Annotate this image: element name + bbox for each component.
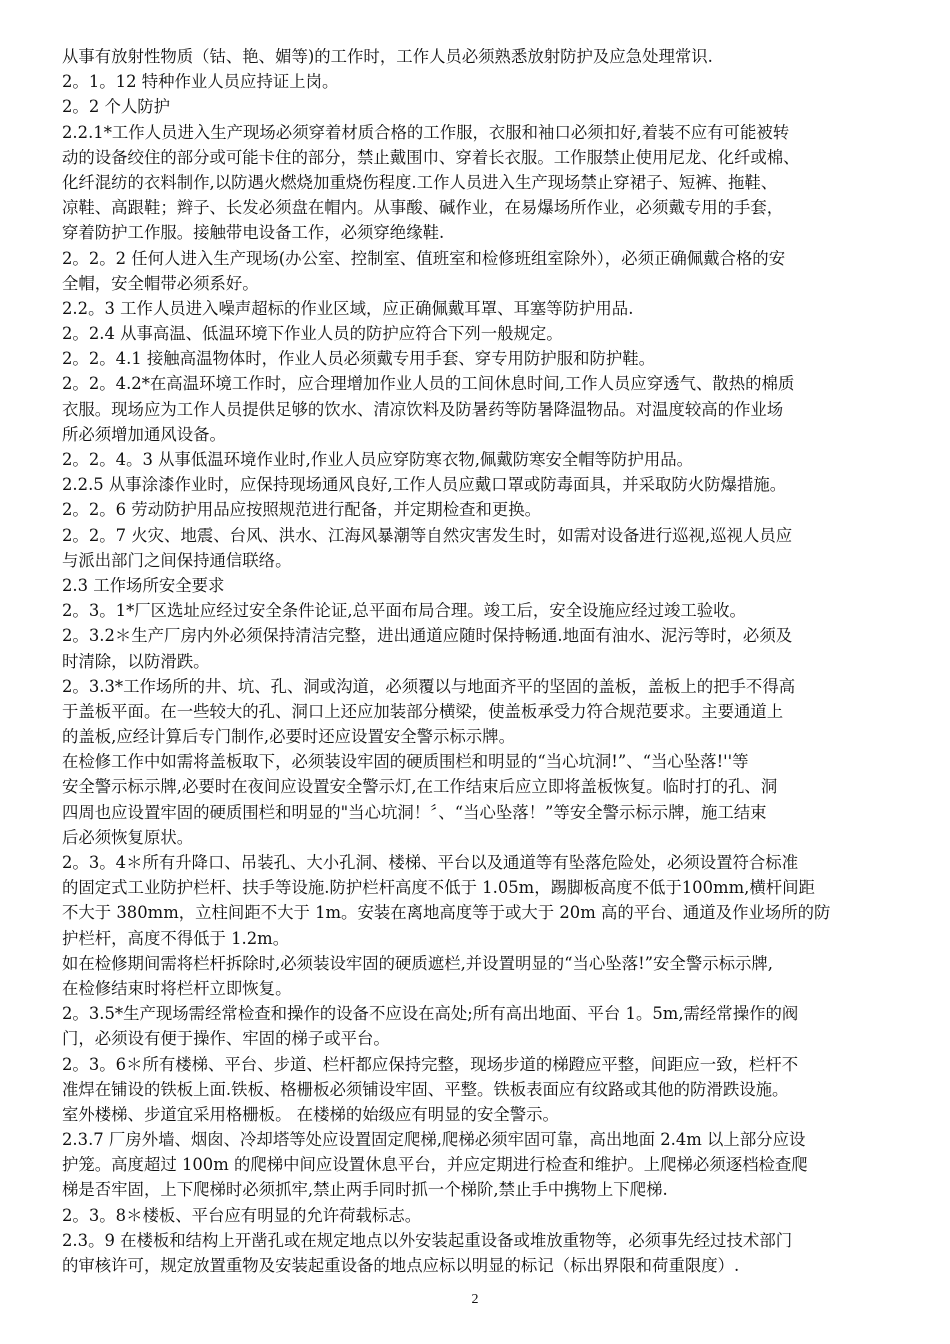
text-line: 2。2。4。3 从事低温环境作业时,作业人员应穿防寒衣物,佩戴防寒安全帽等防护用品。 — [62, 450, 694, 469]
text-line: 凉鞋、高跟鞋；辫子、长发必须盘在帽内。从事酸、碱作业，在易爆场所作业，必须戴专用的手套， — [62, 198, 784, 218]
text-line: 2。3。4＊所有升降口、吊装孔、大小孔洞、楼梯、平台以及通道等有坠落危险处，必须设置符合标准 — [62, 853, 799, 872]
text-line: 与派出部门之间保持通信联络。 — [62, 550, 292, 570]
text-line: 化纤混纺的衣料制作,以防遇火燃烧加重烧伤程度.工作人员进入生产现场禁止穿裙子、短裤、拖鞋、 — [62, 172, 778, 192]
text-line: 护笼。高度超过 100m 的爬梯中间应设置休息平台，并应定期进行检查和维护。上爬梯必须逐档检查爬 — [62, 1155, 808, 1175]
text-line: 2。2。2 任何人进入生产现场(办公室、控制室、值班室和检修班组室除外），必须正确佩戴合格的安 — [62, 248, 786, 268]
text-line: 的盖板,应经计算后专门制作,必要时还应设置安全警示标示牌。 — [62, 727, 515, 747]
document-body — [62, 44, 920, 1278]
text-line: 安全警示标示牌,必要时在夜间应设置安全警示灯,在工作结束后应立即将盖板恢复。临时打的孔、洞 — [62, 777, 778, 797]
text-line: 2。3。6＊所有楼梯、平台、步道、栏杆都应保持完整，现场步道的梯蹬应平整，间距应一致，栏杆不 — [62, 1054, 799, 1074]
text-line: 后必须恢复原状。 — [62, 827, 194, 847]
text-line: 2。3.5*生产现场需经常检查和操作的设备不应设在高处;所有高出地面、平台 1。5m,需经常操作的阀 — [62, 1004, 799, 1024]
text-line: 2.3 工作场所安全要求 — [62, 575, 225, 595]
text-line: 于盖板平面。在一些较大的孔、洞口上还应加装部分横梁，使盖板承受力符合规范要求。主要通道上 — [62, 701, 784, 721]
text-line: 室外楼梯、步道宜采用格栅板。 在楼梯的始级应有明显的安全警示。 — [62, 1104, 559, 1124]
text-line: 2。2.4 从事高温、低温环境下作业人员的防护应符合下列一般规定。 — [62, 324, 563, 344]
text-line: 不大于 380mm，立柱间距不大于 1m。安装在离地高度等于或大于 20m 高的平台、通道及作业场所的防 — [62, 903, 831, 923]
text-line: 2。2 个人防护 — [62, 97, 171, 117]
text-line: 2.2.5 从事涂漆作业时，应保持现场通风良好,工作人员应戴口罩或防毒面具，并采取防火防爆措施。 — [62, 475, 787, 495]
text-line: 2。1。12 特种作业人员应持证上岗。 — [62, 72, 339, 92]
text-line: 2。3。8＊楼板、平台应有明显的允许荷载标志。 — [62, 1205, 422, 1225]
text-line: 如在检修期间需将栏杆拆除时,必须装设牢固的硬质遮栏,并设置明显的“当心坠落!”安全警示标示牌, — [62, 953, 773, 973]
text-line: 从事有放射性物质（钴、艳、媚等)的工作时，工作人员必须熟悉放射防护及应急处理常识. — [62, 47, 713, 66]
text-line: 2。2。6 劳动防护用品应按照规范进行配备，并定期检查和更换。 — [62, 500, 542, 520]
text-line: 四周也应设置牢固的硬质围栏和明显的"当心坑洞！〞、“当心坠落！”等安全警示标示牌，施工结束 — [62, 802, 767, 822]
text-line: 在检修工作中如需将盖板取下，必须装设牢固的硬质围栏和明显的“当心坑洞!”、“当心坠落!''等 — [62, 752, 749, 772]
text-line: 2。3.3*工作场所的井、坑、孔、洞或沟道，必须覆以与地面齐平的坚固的盖板，盖板上的把手不得高 — [62, 676, 796, 696]
text-line: 时清除，以防滑跌。 — [62, 651, 210, 671]
page-number: 2 — [471, 1292, 479, 1307]
text-line: 动的设备绞住的部分或可能卡住的部分，禁止戴围巾、穿着长衣服。工作服禁止使用尼龙、化纤或棉、 — [62, 147, 800, 167]
text-line: 2。2。7 火灾、地震、台风、洪水、江海风暴潮等自然灾害发生时，如需对设备进行巡视,巡视人员应 — [62, 525, 793, 545]
text-line: 2.2。3 工作人员进入噪声超标的作业区域，应正确佩戴耳罩、耳塞等防护用品. — [62, 298, 634, 318]
text-line: 2。2。4.2*在高温环境工作时，应合理增加作业人员的工间休息时间,工作人员应穿透气、散热的棉质 — [62, 374, 795, 394]
text-line: 穿着防护工作服。接触带电设备工作，必须穿绝缘鞋. — [62, 223, 445, 243]
text-line: 在检修结束时将栏杆立即恢复。 — [62, 978, 292, 998]
text-line: 门，必须设有便于操作、牢固的梯子或平台。 — [62, 1029, 390, 1049]
text-line: 2。3。1*厂区选址应经过安全条件论证,总平面布局合理。竣工后，安全设施应经过竣工验收。 — [62, 601, 746, 621]
text-line: 衣服。现场应为工作人员提供足够的饮水、清凉饮料及防暑药等防暑降温物品。对温度较高的作业场 — [62, 399, 784, 419]
text-line: 的审核许可，规定放置重物及安装起重设备的地点应标以明显的标记（标出界限和荷重限度）. — [62, 1256, 740, 1275]
text-line: 护栏杆，高度不得低于 1.2m。 — [62, 928, 290, 948]
text-line: 2.3。9 在楼板和结构上开凿孔或在规定地点以外安装起重设备或堆放重物等，必须事先经过技术部门 — [62, 1230, 793, 1250]
text-line: 梯是否牢固，上下爬梯时必须抓牢,禁止两手同时抓一个梯阶,禁止手中携物上下爬梯. — [62, 1180, 668, 1200]
text-line: 所必须增加通风设备。 — [62, 424, 226, 444]
text-line: 的固定式工业防护栏杆、扶手等设施.防护栏杆高度不低于 1.05m，踢脚板高度不低于100mm,横杆间距 — [62, 878, 815, 898]
text-line: 全帽，安全帽带必须系好。 — [62, 273, 259, 293]
text-line: 2。2。4.1 接触高温物体时，作业人员必须戴专用手套、穿专用防护服和防护鞋。 — [62, 349, 656, 369]
text-line: 准焊在铺设的铁板上面.铁板、格栅板必须铺设牢固、平整。铁板表面应有纹路或其他的防滑跌设施。 — [62, 1079, 789, 1099]
text-line: 2.3.7 厂房外墙、烟囱、冷却塔等处应设置固定爬梯,爬梯必须牢固可靠，高出地面 2.4m 以上部分应设 — [62, 1130, 806, 1150]
text-line: 2.2.1*工作人员进入生产现场必须穿着材质合格的工作服，衣服和袖口必须扣好,着装不应有可能被转 — [62, 122, 790, 142]
text-line: 2。3.2＊生产厂房内外必须保持清洁完整，进出通道应随时保持畅通.地面有油水、泥污等时，必须及 — [62, 626, 793, 646]
